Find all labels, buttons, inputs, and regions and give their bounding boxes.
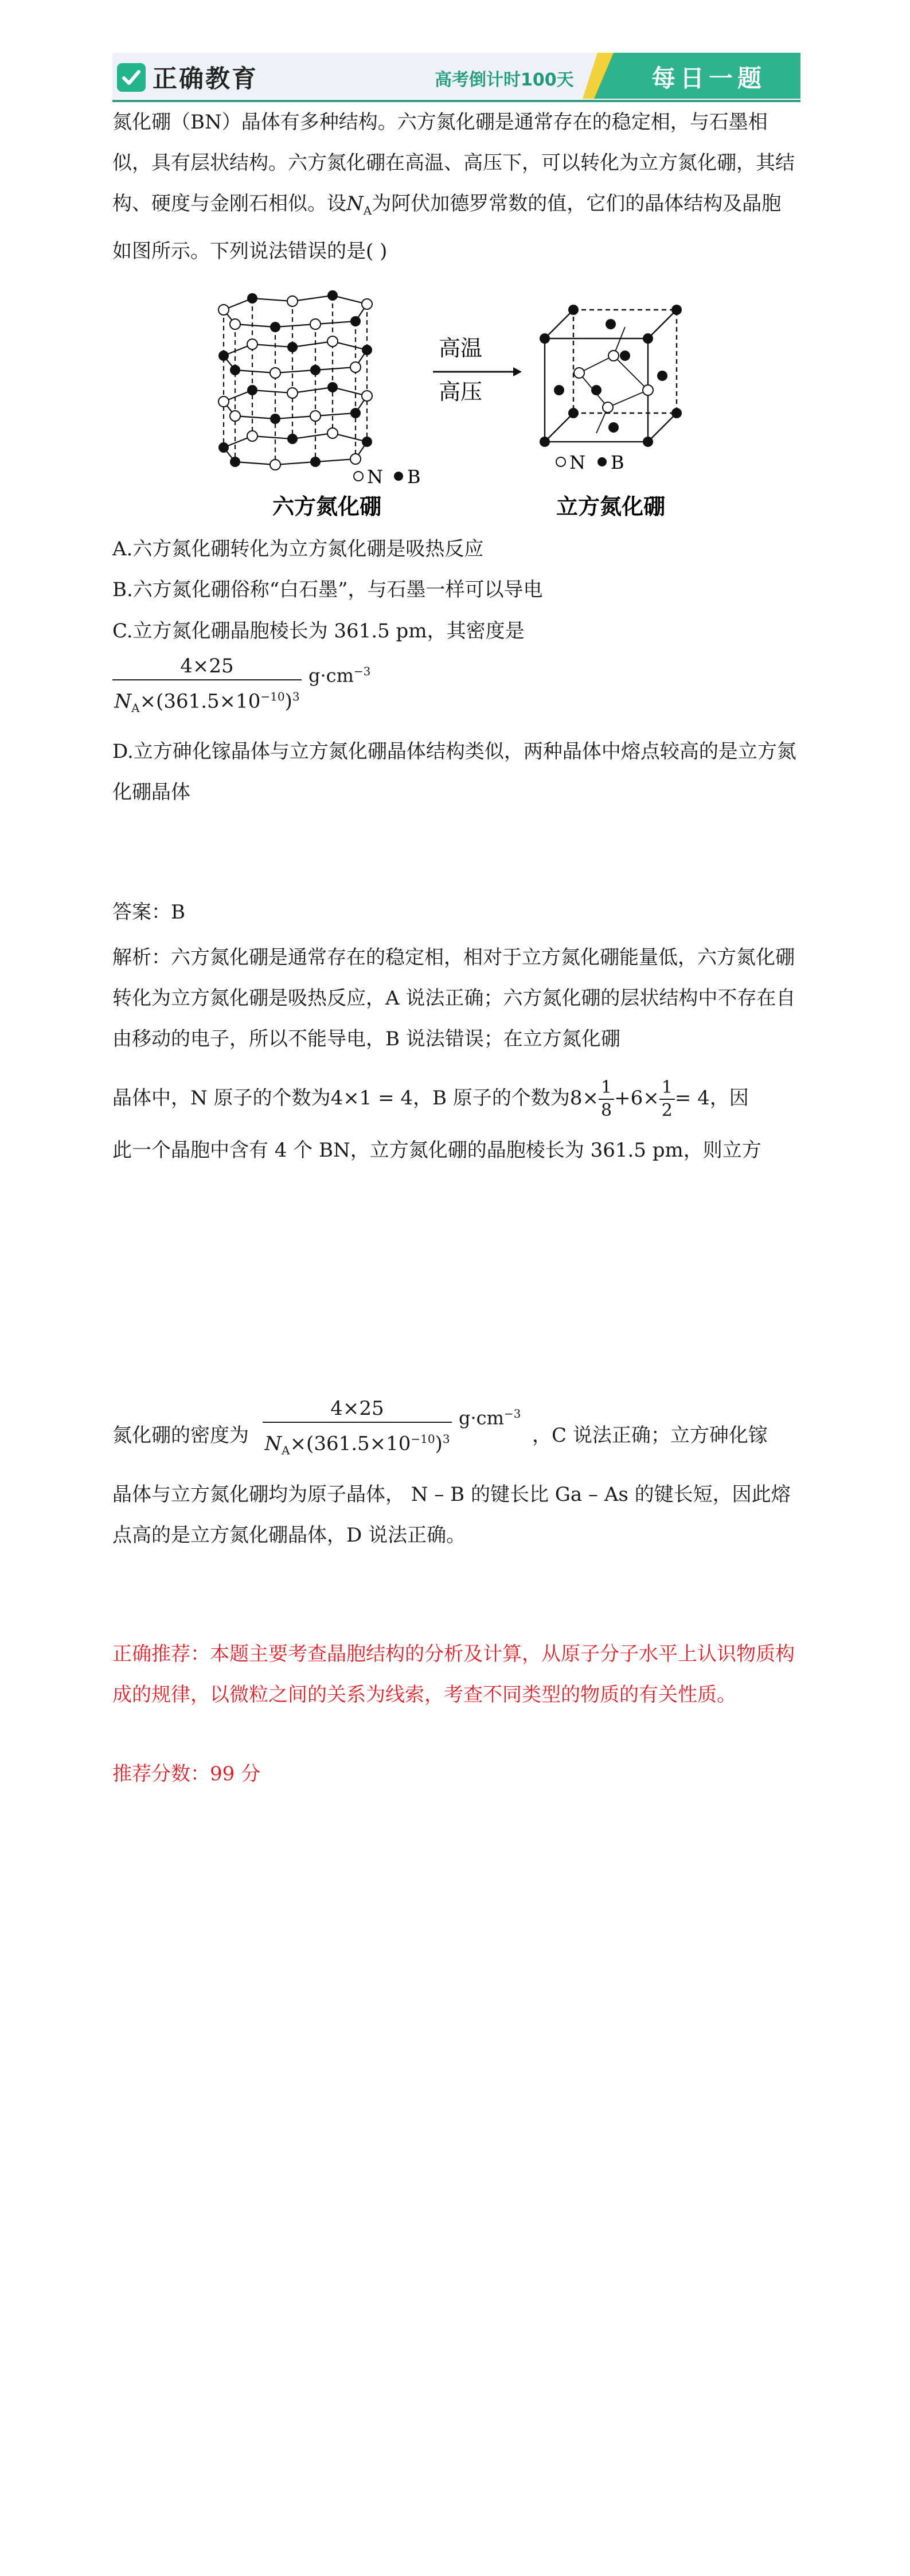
question-stem [112, 102, 800, 272]
density-formula-option-c [112, 653, 302, 724]
hex-legend-n: N [367, 466, 383, 488]
analysis-line-7: 晶体与立方氮化硼均为原子晶体， N – B 的键长比 Ga – As 的键长短，因此熔点高的是立方氮化硼晶体，D 说法正确。 [112, 1483, 791, 1547]
header-banner [112, 53, 800, 99]
hex-legend-b: B [407, 466, 421, 488]
option-c[interactable]: C.立方氮化硼晶胞棱长为 361.5 pm，其密度是 [112, 620, 525, 643]
arrow-head [513, 367, 522, 376]
analysis-text: 解析：六方氮化硼是通常存在的稳定相，相对于立方氮化硼能量低，六方氮化硼转化为立方氮化硼是吸热反应，A 说法正确；六方氮化硼的层状结构中不存在自由移动的电子，所以不能导电，B 说法错误；在立方氮化硼 [112, 946, 796, 1050]
option-b[interactable]: B.六方氮化硼俗称“白石墨”，与石墨一样可以导电 [112, 578, 543, 601]
fraction-one-half: $\frac{1}{2}$ [659, 1077, 675, 1122]
avogadro-sub: A [363, 203, 372, 217]
cubic-legend [556, 452, 624, 473]
avogadro-symbol [346, 192, 372, 215]
brand-name: 正确教育 [153, 65, 258, 94]
countdown-text: 高考倒计时100天 [435, 70, 574, 90]
avogadro-n: N [346, 192, 364, 215]
daily-question-tab [583, 53, 800, 99]
n-atom-count: 4×1 = 4 [330, 1087, 413, 1110]
density-formula-analysis: 4×25 $N_A\times(361.5\times 10^{-10})^3$ [263, 1395, 452, 1466]
stem-text-2: 为阿伏加德罗常数的值，它们的晶体结构及晶胞如图所示。下列说法错误的是( ) [112, 192, 782, 263]
analysis-line-4: 晶体中，N 原子的个数为4×1 = 4，B 原子的个数为8× $\frac{1}{8}$ +6× $\frac{1}{2}$ = 4，因 [112, 1077, 749, 1120]
fraction-one-eighth: $\frac{1}{8}$ [599, 1077, 614, 1122]
hexagonal-atoms [218, 290, 372, 470]
formula-denominator: $N_A\times(361.5\times 10^{-10})^3$ [114, 690, 300, 715]
arrow-bottom-label: 高压 [439, 379, 483, 404]
option-d[interactable]: D.立方砷化镓晶体与立方氮化硼晶体结构类似，两种晶体中熔点较高的是立方氮化硼晶体 [112, 740, 796, 804]
formula-numerator: 4×25 [180, 655, 234, 678]
answer-label: 答案：B [112, 901, 185, 924]
cubic-caption: 立方氮化硼 [556, 494, 666, 519]
daily-question-label: 每日一题 [651, 64, 767, 92]
check-icon [117, 63, 146, 92]
stem-text-1: 氮化硼（BN）晶体有多种结构。六方氮化硼是通常存在的稳定相，与石墨相似，具有层状结构。六方氮化硼在高温、高压下，可以转化为立方氮化硼，其结构、硬度与金刚石相似。设 [112, 111, 795, 215]
analysis-line-6b: ，C 说法正确；立方砷化镓 [532, 1424, 768, 1447]
formula-unit-option-c: $g\cdot cm^{-3}$ [308, 664, 371, 687]
formula-unit-analysis: $g\cdot cm^{-3}$ [459, 1407, 521, 1429]
recommendation-score: 推荐分数：99 分 [112, 1762, 261, 1785]
recommendation-text: 正确推荐：本题主要考查晶胞结构的分析及计算，从原子分子水平上认识物质构成的规律，以微粒之间的关系为线索，考查不同类型的物质的有关性质。 [112, 1643, 795, 1706]
option-a[interactable]: A.六方氮化硼转化为立方氮化硼是吸热反应 [112, 538, 484, 561]
cubic-legend-b: B [611, 452, 624, 473]
brand [117, 60, 258, 95]
cubic-bn-diagram [545, 310, 677, 442]
crystal-structure-figure [212, 287, 717, 528]
hexagonal-legend [354, 466, 421, 488]
arrow-top-label: 高温 [439, 336, 483, 361]
cubic-legend-n: N [569, 452, 585, 473]
analysis-line-6a: 氮化硼的密度为 [112, 1424, 249, 1447]
hex-caption: 六方氮化硼 [272, 494, 382, 519]
analysis-line-5: 此一个晶胞中含有 4 个 BN，立方氮化硼的晶胞棱长为 361.5 pm，则立方 [112, 1139, 761, 1162]
